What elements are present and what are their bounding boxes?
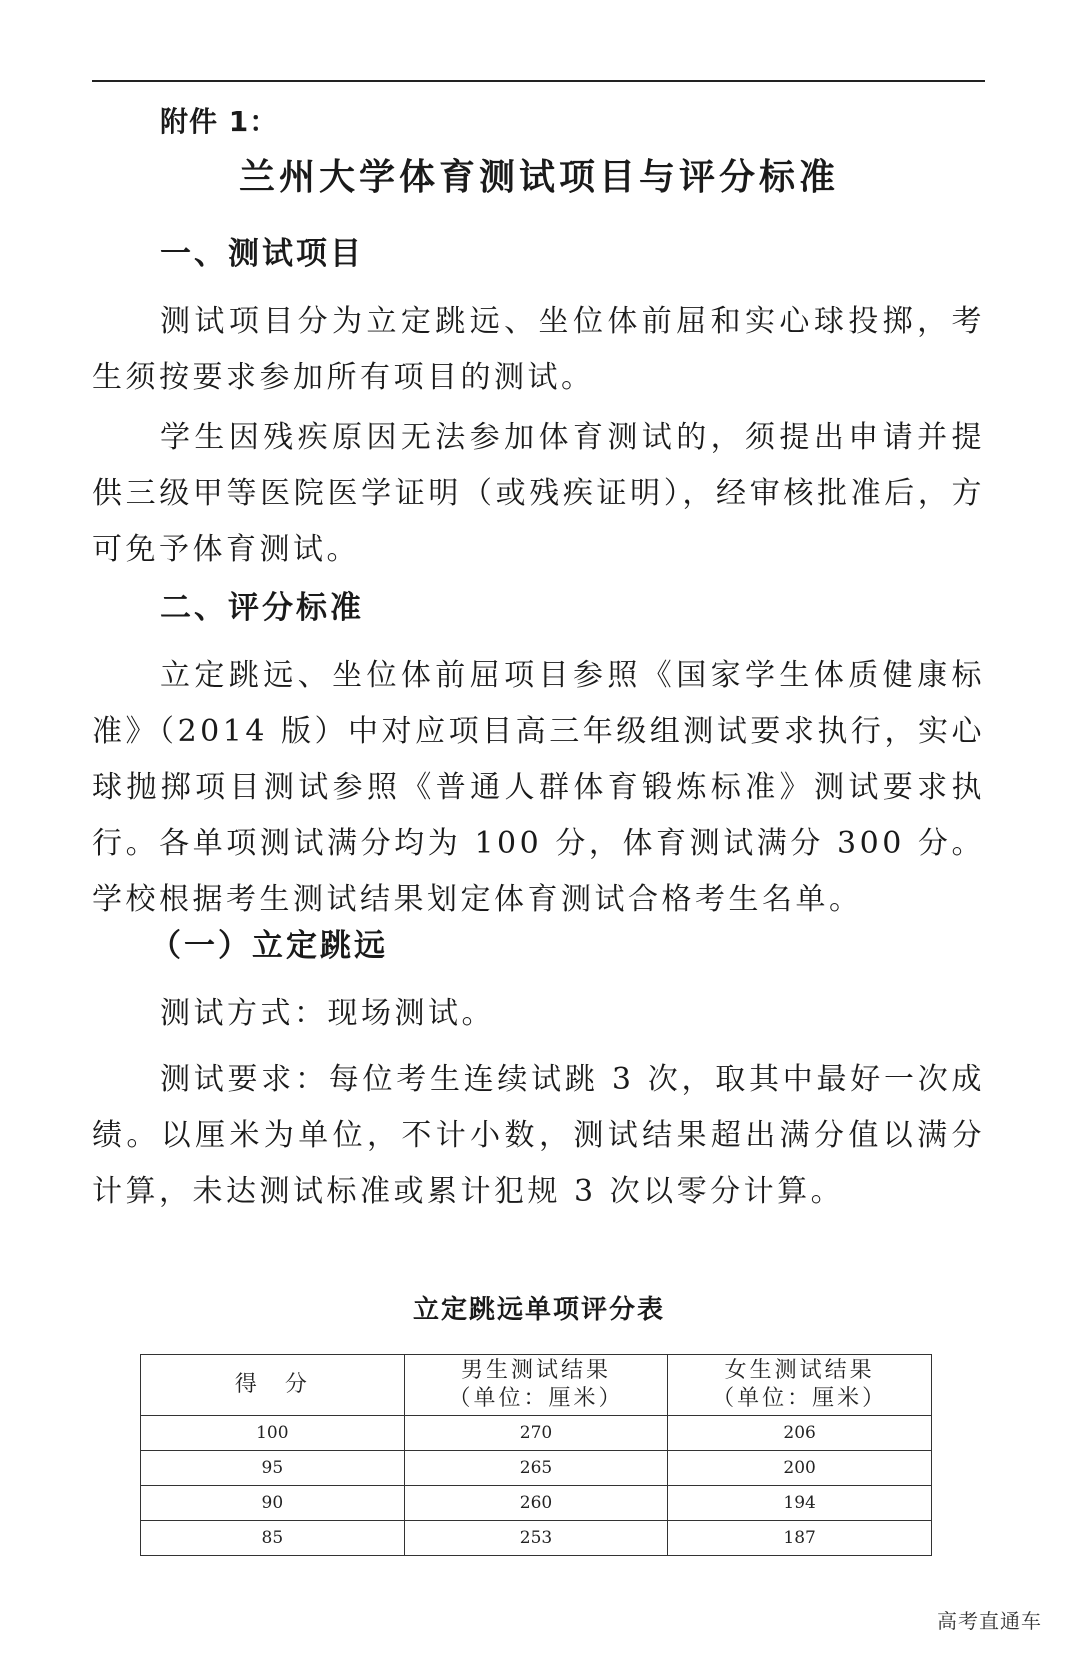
table-row — [141, 1521, 932, 1556]
cell-boys: 260 — [404, 1486, 668, 1521]
cell-boys: 265 — [404, 1451, 668, 1486]
cell-girls: 187 — [668, 1521, 932, 1556]
table-row — [141, 1486, 932, 1521]
header-girls-line2: （单位：厘米） — [712, 1386, 888, 1411]
section-heading-test-items: 一、测试项目 — [160, 236, 364, 272]
cell-girls: 194 — [668, 1486, 932, 1521]
cell-boys: 270 — [404, 1416, 668, 1451]
table-caption: 立定跳远单项评分表 — [412, 1295, 665, 1325]
section-heading-scoring: 二、评分标准 — [160, 590, 364, 626]
header-girls-result — [668, 1355, 932, 1416]
cell-score: 85 — [141, 1521, 405, 1556]
paragraph-exemption: 学生因残疾原因无法参加体育测试的，须提出申请并提供三级甲等医院医学证明（或残疾证明），经审核批准后，方可免予体育测试。 — [92, 420, 985, 567]
header-boys-result — [404, 1355, 668, 1416]
document-title: 兰州大学体育测试项目与评分标准 — [238, 157, 839, 198]
cell-score: 95 — [141, 1451, 405, 1486]
subsection-heading-standing-long-jump: （一）立定跳远 — [150, 928, 388, 964]
cell-score: 90 — [141, 1486, 405, 1521]
watermark-text: 高考直通车 — [937, 1609, 1042, 1633]
table-row — [141, 1416, 932, 1451]
header-girls-line1: 女生测试结果 — [724, 1358, 875, 1383]
header-boys-line2: （单位：厘米） — [448, 1386, 624, 1411]
cell-girls: 206 — [668, 1416, 932, 1451]
header-score-label: 得 分 — [234, 1372, 310, 1397]
paragraph-test-method: 测试方式：现场测试。 — [160, 996, 495, 1031]
cell-girls: 200 — [668, 1451, 932, 1486]
cell-score: 100 — [141, 1416, 405, 1451]
table-row — [141, 1451, 932, 1486]
cell-boys: 253 — [404, 1521, 668, 1556]
paragraph-test-requirement: 测试要求：每位考生连续试跳 3 次，取其中最好一次成绩。以厘米为单位，不计小数，测试结果超出满分值以满分计算，未达测试标准或累计犯规 3 次以零分计算。 — [92, 1062, 985, 1209]
header-score — [141, 1355, 405, 1416]
paragraph-scoring-standard: 立定跳远、坐位体前屈项目参照《国家学生体质健康标准》（2014 版）中对应项目高三年级组测试要求执行，实心球抛掷项目测试参照《普通人群体育锻炼标准》测试要求执行。各单项测试满分均为 100 分，体育测试满分 300 分。学校根据考生测试结果划定体育测试合格考生名单。 — [92, 658, 985, 917]
attachment-label: 附件 1： — [160, 105, 279, 138]
paragraph-test-items: 测试项目分为立定跳远、坐位体前屈和实心球投掷，考生须按要求参加所有项目的测试。 — [92, 304, 985, 395]
header-rule — [92, 80, 985, 82]
table-header-row — [141, 1355, 932, 1416]
scoring-table — [140, 1354, 932, 1556]
header-boys-line1: 男生测试结果 — [460, 1358, 611, 1383]
